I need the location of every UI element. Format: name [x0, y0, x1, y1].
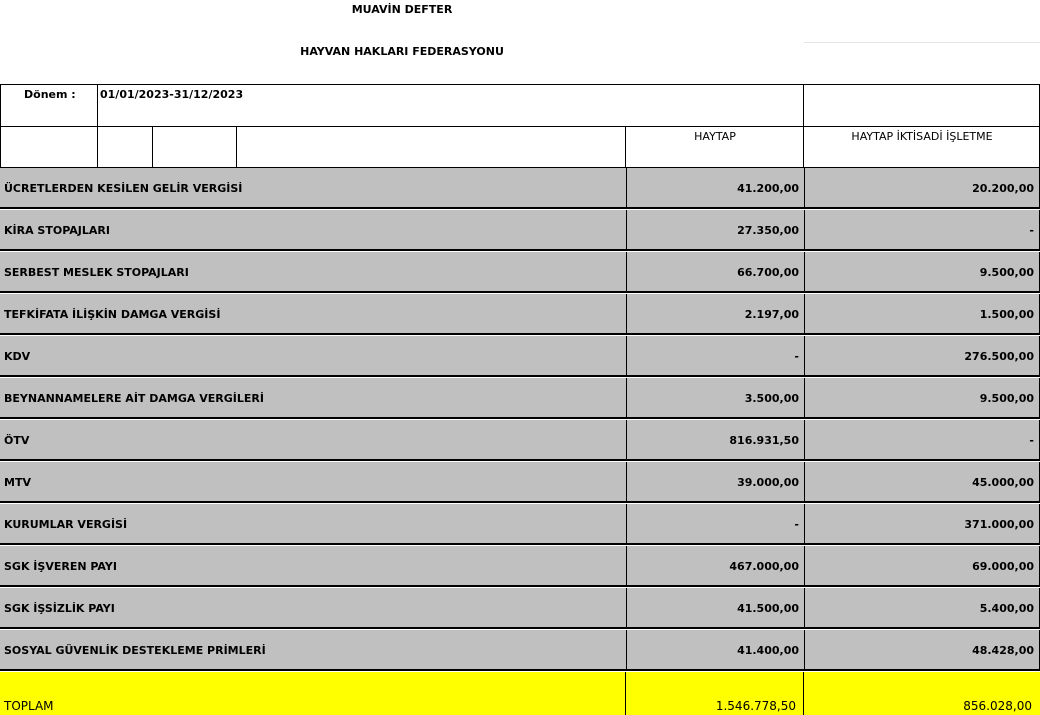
- period-divider: [97, 84, 98, 168]
- row-haytap-value: -: [626, 336, 804, 377]
- row-haytap-value: 39.000,00: [626, 462, 804, 503]
- organization-name: HAYVAN HAKLARI FEDERASYONU: [300, 45, 504, 58]
- row-iktisadi-value: 20.200,00: [804, 168, 1040, 209]
- row-haytap-value: -: [626, 504, 804, 545]
- faint-divider: [804, 42, 1040, 43]
- row-label: KDV: [4, 350, 31, 363]
- row-iktisadi-value: 1.500,00: [804, 294, 1040, 335]
- row-haytap-value: 816.931,50: [626, 420, 804, 461]
- row-haytap-value: 66.700,00: [626, 252, 804, 293]
- row-label: SGK İŞSİZLİK PAYI: [4, 602, 115, 615]
- document-title: MUAVİN DEFTER: [351, 3, 453, 16]
- period-value: 01/01/2023-31/12/2023: [100, 88, 244, 101]
- row-haytap-value: 467.000,00: [626, 546, 804, 587]
- subcol-divider-2: [236, 126, 237, 168]
- table-row: [0, 294, 1040, 335]
- row-label: KİRA STOPAJLARI: [4, 224, 110, 237]
- row-haytap-value: 2.197,00: [626, 294, 804, 335]
- table-row: [0, 588, 1040, 629]
- table-row: [0, 168, 1040, 209]
- row-label: SOSYAL GÜVENLİK DESTEKLEME PRİMLERİ: [4, 644, 266, 657]
- total-label: TOPLAM: [4, 699, 54, 713]
- total-haytap: 1.546.778,50: [715, 699, 796, 713]
- column-header-iktisadi: HAYTAP İKTİSADİ İŞLETME: [851, 130, 993, 143]
- row-label: SGK İŞVEREN PAYI: [4, 560, 117, 573]
- row-label: KURUMLAR VERGİSİ: [4, 518, 128, 531]
- period-bottom-border: [0, 126, 1040, 127]
- header-top-border: [0, 84, 1040, 85]
- col2-divider-header: [803, 84, 804, 168]
- row-label: TEFKİFATA İLİŞKİN DAMGA VERGİSİ: [4, 308, 221, 321]
- row-haytap-value: 41.200,00: [626, 168, 804, 209]
- table-row: [0, 378, 1040, 419]
- row-iktisadi-value: -: [804, 210, 1040, 251]
- total-iktisadi: 856.028,00: [963, 699, 1032, 713]
- row-iktisadi-value: 48.428,00: [804, 630, 1040, 671]
- row-iktisadi-value: 69.000,00: [804, 546, 1040, 587]
- row-haytap-value: 41.500,00: [626, 588, 804, 629]
- column-header-haytap: HAYTAP: [694, 130, 736, 143]
- row-iktisadi-value: 9.500,00: [804, 378, 1040, 419]
- table-row: [0, 504, 1040, 545]
- row-label: SERBEST MESLEK STOPAJLARI: [4, 266, 189, 279]
- table-row: [0, 420, 1040, 461]
- row-iktisadi-value: 371.000,00: [804, 504, 1040, 545]
- row-haytap-value: 41.400,00: [626, 630, 804, 671]
- subcol-divider-1: [152, 126, 153, 168]
- row-iktisadi-value: 276.500,00: [804, 336, 1040, 377]
- row-iktisadi-value: 9.500,00: [804, 252, 1040, 293]
- table-row: [0, 210, 1040, 251]
- left-border: [0, 84, 1, 168]
- row-iktisadi-value: 45.000,00: [804, 462, 1040, 503]
- table-row: [0, 462, 1040, 503]
- row-label: MTV: [4, 476, 31, 489]
- row-label: ÖTV: [4, 434, 30, 447]
- table-row: [0, 630, 1040, 671]
- row-label: BEYNANNAMELERE AİT DAMGA VERGİLERİ: [4, 392, 264, 405]
- row-label: ÜCRETLERDEN KESİLEN GELİR VERGİSİ: [4, 182, 243, 195]
- row-haytap-value: 27.350,00: [626, 210, 804, 251]
- row-iktisadi-value: 5.400,00: [804, 588, 1040, 629]
- period-label: Dönem :: [24, 88, 76, 101]
- row-iktisadi-value: -: [804, 420, 1040, 461]
- table-row: [0, 252, 1040, 293]
- total-row: [0, 672, 1040, 715]
- table-row: [0, 336, 1040, 377]
- row-haytap-value: 3.500,00: [626, 378, 804, 419]
- table-row: [0, 546, 1040, 587]
